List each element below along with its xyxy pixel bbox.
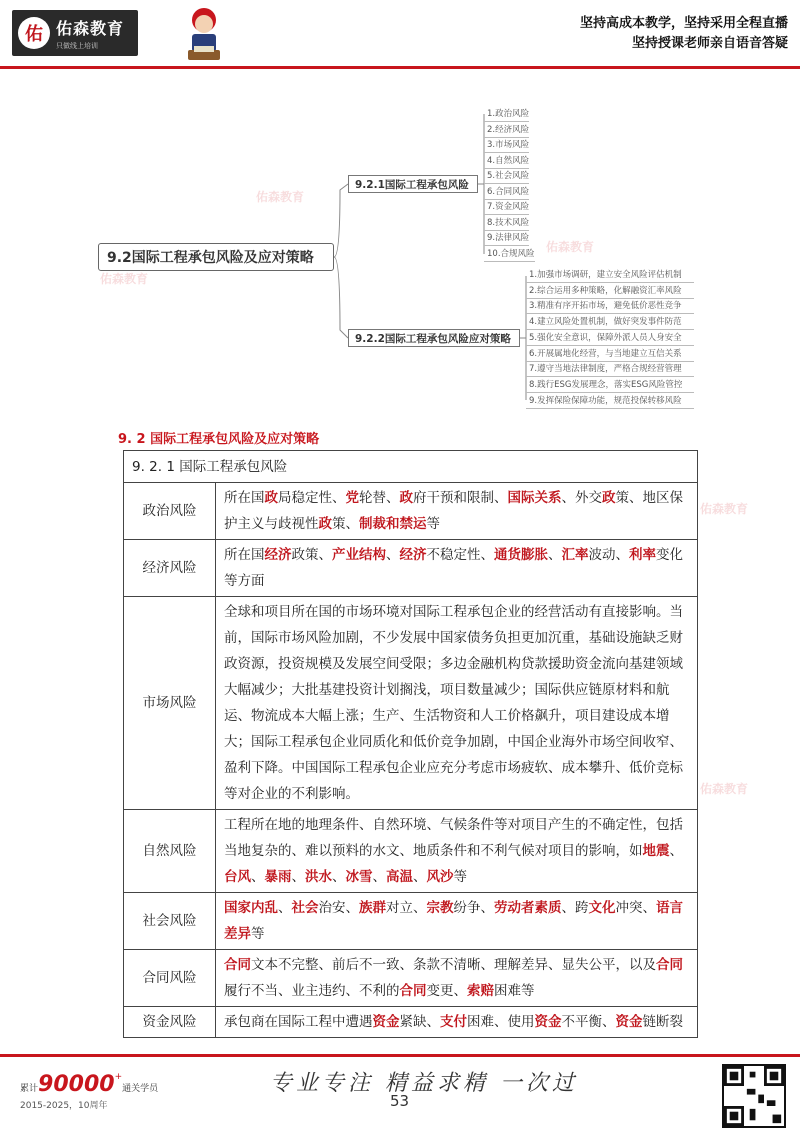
highlight-term: 冰雪 bbox=[345, 869, 373, 885]
brand-logo bbox=[12, 10, 138, 56]
highlight-term: 支付 bbox=[440, 1014, 467, 1030]
mind-map-root: 9.2国际工程承包风险及应对策略 bbox=[98, 243, 334, 271]
risk-item: 10.合规风险 bbox=[484, 248, 535, 262]
highlight-term: 社会 bbox=[291, 900, 319, 916]
description-text: 、 bbox=[278, 900, 292, 916]
header-divider bbox=[0, 66, 800, 69]
watermark: 佑森教育 bbox=[700, 782, 749, 796]
stat-plus: + bbox=[114, 1072, 123, 1082]
risk-item: 8.技术风险 bbox=[484, 217, 529, 231]
highlight-term: 通货膨胀 bbox=[494, 547, 548, 563]
risk-category: 经济风险 bbox=[124, 540, 216, 597]
risk-description bbox=[216, 540, 698, 597]
highlight-term: 政 bbox=[318, 516, 332, 532]
branch-strategies: 9.2.2国际工程承包风险应对策略 bbox=[348, 329, 520, 347]
strategy-item: 5.强化安全意识，保障外派人员人身安全 bbox=[526, 332, 694, 346]
mind-map bbox=[0, 100, 800, 420]
highlight-term: 党 bbox=[345, 490, 359, 506]
table-header: 9. 2. 1 国际工程承包风险 bbox=[124, 451, 698, 483]
highlight-term: 政 bbox=[399, 490, 413, 506]
table-row bbox=[124, 1007, 698, 1038]
description-text: 局稳定性、 bbox=[278, 490, 346, 506]
logo-tagline: 只做线上培训 bbox=[56, 41, 98, 50]
description-text: 文本不完整、前后不一致、条款不清晰、理解差异、显失公平，以及 bbox=[251, 957, 656, 973]
highlight-term: 台风 bbox=[224, 869, 251, 885]
description-text: 冲突、 bbox=[615, 900, 656, 916]
description-text: 履行不当、业主违约、不利的 bbox=[224, 983, 400, 999]
description-text: 链断裂 bbox=[642, 1014, 683, 1030]
risk-category: 自然风险 bbox=[124, 810, 216, 893]
risk-item: 4.自然风险 bbox=[484, 155, 529, 169]
description-text: 所在国 bbox=[224, 547, 265, 563]
risk-item: 9.法律风险 bbox=[484, 232, 529, 246]
table-row bbox=[124, 893, 698, 950]
strategy-item: 3.精准有序开拓市场，避免低价恶性竞争 bbox=[526, 300, 694, 314]
highlight-term: 语言差异 bbox=[224, 900, 683, 942]
anniversary: 2015-2025，10周年 bbox=[20, 1101, 108, 1111]
description-text: 治安、 bbox=[318, 900, 359, 916]
description-text: 不平衡、 bbox=[561, 1014, 616, 1030]
description-text: 政策、 bbox=[291, 547, 332, 563]
description-text: 、 bbox=[251, 869, 265, 885]
page-header bbox=[0, 0, 800, 66]
highlight-term: 索赔 bbox=[467, 983, 494, 999]
description-text: 困难、使用 bbox=[467, 1014, 535, 1030]
description-text: 、 bbox=[669, 843, 683, 859]
risk-category: 政治风险 bbox=[124, 483, 216, 540]
risk-item: 7.资金风险 bbox=[484, 201, 529, 215]
description-text: 策、 bbox=[332, 516, 359, 532]
highlight-term: 劳动者素质 bbox=[494, 900, 562, 916]
highlight-term: 政 bbox=[264, 490, 278, 506]
strategy-item: 2.综合运用多种策略，化解融资汇率风险 bbox=[526, 285, 694, 299]
risk-item: 1.政治风险 bbox=[484, 108, 529, 122]
page-footer bbox=[0, 1058, 800, 1132]
risk-description bbox=[216, 810, 698, 893]
description-text: 、跨 bbox=[561, 900, 589, 916]
strategy-item: 1.加强市场调研，建立安全风险评估机制 bbox=[526, 269, 694, 283]
highlight-term: 合同 bbox=[656, 957, 683, 973]
page-number: 53 bbox=[390, 1092, 410, 1110]
highlight-term: 制裁和禁运 bbox=[359, 516, 427, 532]
highlight-term: 风沙 bbox=[426, 869, 454, 885]
description-text: 变化等方面 bbox=[224, 547, 683, 589]
description-text: 承包商在国际工程中遭遇 bbox=[224, 1014, 373, 1030]
stat-suffix: 通关学员 bbox=[122, 1084, 159, 1094]
risk-category: 市场风险 bbox=[124, 597, 216, 810]
table-row bbox=[124, 483, 698, 540]
table-header-row bbox=[124, 451, 698, 483]
table-row bbox=[124, 597, 698, 810]
description-text: 等 bbox=[426, 516, 440, 532]
logo-icon: 佑 bbox=[18, 17, 50, 49]
description-text: 、 bbox=[548, 547, 562, 563]
highlight-term: 文化 bbox=[588, 900, 616, 916]
description-text: 、 bbox=[332, 869, 346, 885]
highlight-term: 资金 bbox=[372, 1014, 400, 1030]
risk-table bbox=[123, 450, 698, 1038]
description-text: 紧缺、 bbox=[399, 1014, 440, 1030]
risk-item: 2.经济风险 bbox=[484, 124, 529, 138]
description-text: 等 bbox=[251, 926, 265, 942]
watermark: 佑森教育 bbox=[256, 190, 305, 204]
watermark: 佑森教育 bbox=[700, 502, 749, 516]
stat-number: 90000 bbox=[38, 1072, 115, 1097]
highlight-term: 合同 bbox=[399, 983, 427, 999]
table-row bbox=[124, 540, 698, 597]
highlight-term: 族群 bbox=[359, 900, 386, 916]
description-text: 工程所在地的地理条件、自然环境、气候条件等对项目产生的不确定性，包括当地复杂的、难以预料的水文、地质条件和不利气候对项目的影响，如 bbox=[224, 817, 683, 859]
highlight-term: 资金 bbox=[534, 1014, 562, 1030]
description-text: 、 bbox=[386, 547, 400, 563]
mascot-icon bbox=[180, 6, 228, 62]
student-stat bbox=[20, 1072, 159, 1111]
watermark: 佑森教育 bbox=[546, 240, 595, 254]
description-text: 波动、 bbox=[588, 547, 629, 563]
description-text: 、 bbox=[291, 869, 305, 885]
risk-description bbox=[216, 893, 698, 950]
description-text: 、 bbox=[413, 869, 427, 885]
slogan-line-2: 坚持授课老师亲自语音答疑 bbox=[631, 36, 788, 51]
description-text: 策、地区保护主义与歧视性 bbox=[224, 490, 683, 532]
highlight-term: 产业结构 bbox=[332, 547, 386, 563]
risk-category: 资金风险 bbox=[124, 1007, 216, 1038]
highlight-term: 洪水 bbox=[305, 869, 332, 885]
footer-motto: 专业专注 精益求精 一次过 bbox=[270, 1071, 578, 1096]
description-text: 困难等 bbox=[494, 983, 535, 999]
description-text: 变更、 bbox=[426, 983, 467, 999]
description-text: 府干预和限制、 bbox=[413, 490, 508, 506]
description-text: 不稳定性、 bbox=[426, 547, 494, 563]
strategy-item: 6.开展属地化经营，与当地建立互信关系 bbox=[526, 348, 694, 362]
highlight-term: 暴雨 bbox=[264, 869, 292, 885]
stat-label: 累计 bbox=[20, 1084, 39, 1094]
strategy-item: 9.发挥保险保障功能，规范投保转移风险 bbox=[526, 395, 694, 409]
strategy-item: 8.践行ESG发展理念，落实ESG风险管控 bbox=[526, 379, 694, 393]
table-row bbox=[124, 950, 698, 1007]
highlight-term: 政 bbox=[602, 490, 616, 506]
highlight-term: 合同 bbox=[224, 957, 251, 973]
description-text: 全球和项目所在国的市场环境对国际工程承包企业的经营活动有直接影响。当前，国际市场风险加剧，不少发展中国家债务负担更加沉重，基础设施缺乏财政资源，投资规模及发展空间受限；多边金融机构贷款援助资金流向基建领域大幅减少；大批基建投资计划搁浅，项目数量减少；国际供应链原材料和航运、物流成本大幅上涨；生产、生活物资和人工价格飙升，项目建设成本增大；国际工程承包企业同质化和低价竞争加剧，中国企业海外市场空间收窄、盈利下降。中国国际工程承包企业应充分考虑市场疲软、成本攀升、低价竞标等对企业的不利影响。 bbox=[224, 604, 683, 802]
highlight-term: 国际关系 bbox=[507, 490, 562, 506]
description-text: 、外交 bbox=[561, 490, 602, 506]
description-text: 对立、 bbox=[386, 900, 427, 916]
risk-item: 5.社会风险 bbox=[484, 170, 529, 184]
description-text: 纷争、 bbox=[453, 900, 494, 916]
highlight-term: 资金 bbox=[615, 1014, 643, 1030]
qr-code-icon bbox=[722, 1064, 786, 1128]
highlight-term: 利率 bbox=[629, 547, 656, 563]
description-text: 等 bbox=[453, 869, 467, 885]
highlight-term: 经济 bbox=[399, 547, 427, 563]
description-text: 、 bbox=[372, 869, 386, 885]
highlight-term: 高温 bbox=[386, 869, 413, 885]
highlight-term: 国家内乱 bbox=[224, 900, 278, 916]
footer-divider bbox=[0, 1054, 800, 1057]
slogan-line-1: 坚持高成本教学，坚持采用全程直播 bbox=[579, 16, 788, 31]
risk-item: 6.合同风险 bbox=[484, 186, 529, 200]
section-title: 9. 2 国际工程承包风险及应对策略 bbox=[118, 432, 320, 447]
highlight-term: 宗教 bbox=[426, 900, 454, 916]
header-slogan bbox=[580, 14, 788, 54]
highlight-term: 经济 bbox=[264, 547, 292, 563]
risk-description bbox=[216, 1007, 698, 1038]
risk-description bbox=[216, 483, 698, 540]
risk-category: 合同风险 bbox=[124, 950, 216, 1007]
highlight-term: 地震 bbox=[642, 843, 670, 859]
description-text: 轮替、 bbox=[359, 490, 400, 506]
watermark: 佑森教育 bbox=[100, 272, 149, 286]
risk-description bbox=[216, 950, 698, 1007]
highlight-term: 汇率 bbox=[561, 547, 589, 563]
risk-category: 社会风险 bbox=[124, 893, 216, 950]
table-row bbox=[124, 810, 698, 893]
strategy-item: 4.建立风险处置机制，做好突发事件防范 bbox=[526, 316, 694, 330]
branch-risks: 9.2.1国际工程承包风险 bbox=[348, 175, 478, 193]
risk-description bbox=[216, 597, 698, 810]
logo-name: 佑森教育 bbox=[56, 18, 125, 38]
description-text: 所在国 bbox=[224, 490, 265, 506]
risk-item: 3.市场风险 bbox=[484, 139, 529, 153]
strategy-item: 7.遵守当地法律制度，严格合规经营管理 bbox=[526, 363, 694, 377]
